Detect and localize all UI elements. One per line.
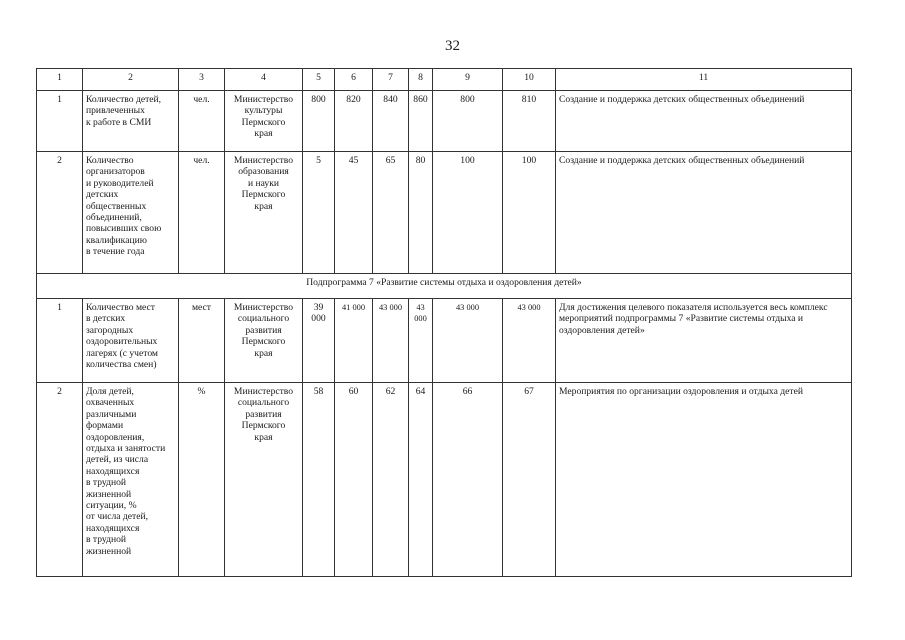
- subprogram-title: Подпрограмма 7 «Развитие системы отдыха и оздоровления детей»: [37, 274, 852, 299]
- value-cell: 100: [503, 152, 556, 274]
- table-row: [37, 299, 852, 383]
- col-header: 11: [556, 69, 852, 91]
- value-cell: 66: [433, 383, 503, 577]
- col-header: 2: [83, 69, 179, 91]
- activity-cell: Для достижения целевого показателя используется весь комплекс мероприятий подпрограммы 7 «Развитие системы отдыха и оздоровления детей»: [556, 299, 852, 383]
- table-row: [37, 383, 852, 577]
- value-cell: 820: [335, 91, 373, 152]
- value-cell: 39 000: [303, 299, 335, 383]
- value-cell: 43 000: [409, 299, 433, 383]
- unit: чел.: [179, 152, 225, 274]
- header-row: [37, 69, 852, 91]
- col-header: 4: [225, 69, 303, 91]
- indicator-name: Количество организаторов и руководителей детских общественных объединений, повысивших свою квалификацию в течение года: [83, 152, 179, 274]
- activity-cell: Создание и поддержка детских общественных объединений: [556, 91, 852, 152]
- indicator-name: Доля детей, охваченных различными формами оздоровления, отдыха и занятости детей, из числа находящихся в трудной жизненной ситуации, % от числа детей, находящихся в трудной жизненной: [83, 383, 179, 577]
- col-header: 5: [303, 69, 335, 91]
- col-header: 10: [503, 69, 556, 91]
- indicator-name: Количество мест в детских загородных оздоровительных лагерях (с учетом количества смен): [83, 299, 179, 383]
- ministry: Министерство культуры Пермского края: [225, 91, 303, 152]
- activity-cell: Создание и поддержка детских общественных объединений: [556, 152, 852, 274]
- value-cell: 800: [433, 91, 503, 152]
- page-number: 32: [445, 38, 460, 54]
- value-cell: 5: [303, 152, 335, 274]
- value-cell: 58: [303, 383, 335, 577]
- value-cell: 100: [433, 152, 503, 274]
- ministry: Министерство образования и науки Пермского края: [225, 152, 303, 274]
- col-header: 8: [409, 69, 433, 91]
- value-cell: 64: [409, 383, 433, 577]
- table-row: [37, 152, 852, 274]
- row-number: 2: [37, 383, 83, 577]
- value-cell: 840: [373, 91, 409, 152]
- col-header: 7: [373, 69, 409, 91]
- unit: мест: [179, 299, 225, 383]
- value-cell: 45: [335, 152, 373, 274]
- subprogram-row: [37, 274, 852, 299]
- col-header: 3: [179, 69, 225, 91]
- value-cell: 62: [373, 383, 409, 577]
- unit: чел.: [179, 91, 225, 152]
- indicators-table: [36, 68, 852, 577]
- value-cell: 80: [409, 152, 433, 274]
- value-cell: 810: [503, 91, 556, 152]
- value-cell: 860: [409, 91, 433, 152]
- col-header: 6: [335, 69, 373, 91]
- col-header: 1: [37, 69, 83, 91]
- row-number: 1: [37, 299, 83, 383]
- table-row: [37, 91, 852, 152]
- value-cell: 67: [503, 383, 556, 577]
- value-cell: 43 000: [373, 299, 409, 383]
- value-cell: 41 000: [335, 299, 373, 383]
- activity-cell: Мероприятия по организации оздоровления и отдыха детей: [556, 383, 852, 577]
- col-header: 9: [433, 69, 503, 91]
- row-number: 1: [37, 91, 83, 152]
- value-cell: 800: [303, 91, 335, 152]
- ministry: Министерство социального развития Пермского края: [225, 383, 303, 577]
- value-cell: 43 000: [503, 299, 556, 383]
- row-number: 2: [37, 152, 83, 274]
- ministry: Министерство социального развития Пермского края: [225, 299, 303, 383]
- indicator-name: Количество детей, привлеченных к работе в СМИ: [83, 91, 179, 152]
- value-cell: 60: [335, 383, 373, 577]
- value-cell: 43 000: [433, 299, 503, 383]
- value-cell: 65: [373, 152, 409, 274]
- unit: %: [179, 383, 225, 577]
